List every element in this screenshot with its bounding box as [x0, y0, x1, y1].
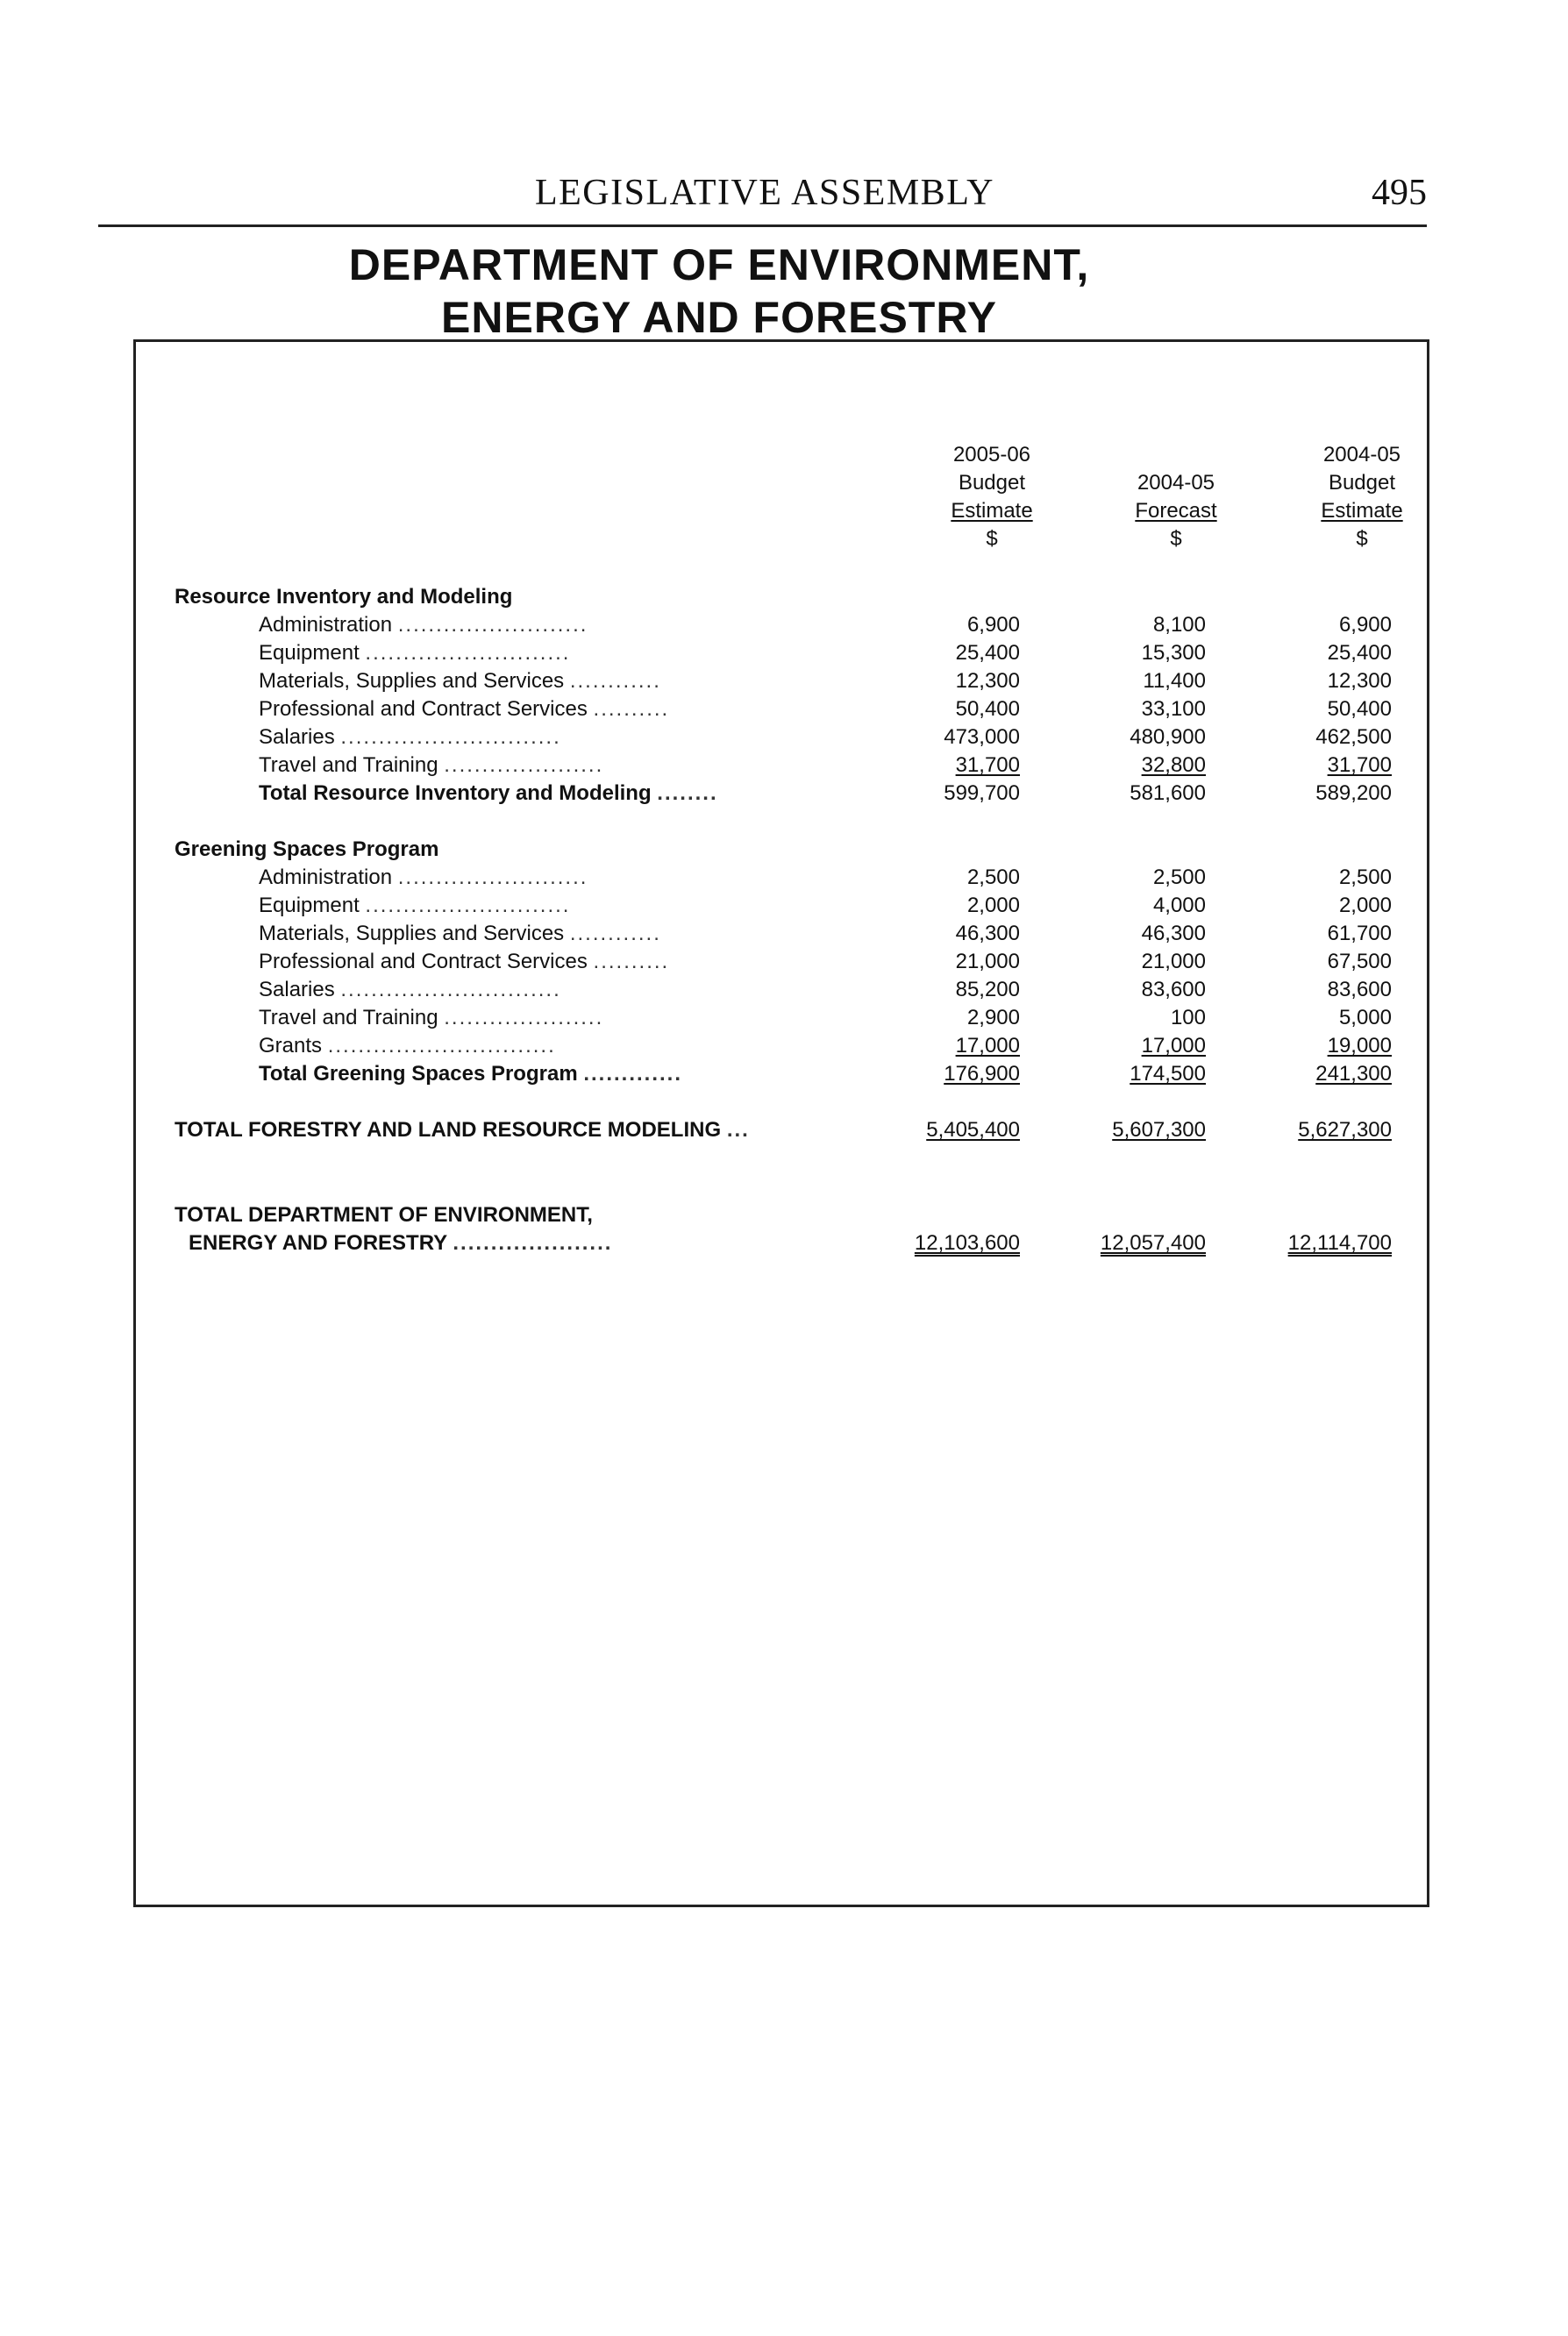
department-title-line-1: DEPARTMENT OF ENVIRONMENT,: [348, 240, 1090, 289]
column-header-2004-05-budget-estimate: 2004-05 Budget Estimate $: [1321, 443, 1403, 551]
row-label: Materials, Supplies and Services ............: [259, 922, 661, 945]
table-row: [136, 864, 1427, 892]
value-2005-06-estimate: 46,300: [955, 922, 1020, 945]
table-row: [136, 723, 1427, 751]
value-2004-05-estimate: 6,900: [1338, 613, 1392, 637]
section-heading-row: [136, 836, 1427, 864]
value-2004-05-forecast: 581,600: [1130, 781, 1206, 805]
table-row: [136, 1032, 1427, 1060]
value-2004-05-estimate: 2,500: [1338, 865, 1392, 889]
value-2005-06-estimate: 176,900: [944, 1062, 1020, 1086]
table-row: [136, 611, 1427, 639]
value-2004-05-estimate: 19,000: [1327, 1034, 1392, 1058]
value-2005-06-estimate: 17,000: [955, 1034, 1020, 1058]
value-2005-06-estimate: 21,000: [955, 950, 1020, 973]
value-2004-05-forecast: 5,607,300: [1112, 1118, 1206, 1142]
value-2004-05-estimate: 61,700: [1327, 922, 1392, 945]
department-title: [263, 239, 1175, 344]
value-2004-05-forecast: 11,400: [1143, 669, 1206, 693]
value-2004-05-forecast: 33,100: [1141, 697, 1206, 721]
value-2005-06-estimate: 85,200: [955, 978, 1020, 1001]
value-2005-06-estimate: 50,400: [955, 697, 1020, 721]
row-label: Administration .........................: [259, 613, 588, 637]
table-row: [136, 751, 1427, 780]
table-row: [136, 639, 1427, 667]
column-header-2005-06-budget-estimate: 2005-06 Budget Estimate $: [951, 443, 1033, 551]
value-2004-05-estimate: 5,627,300: [1298, 1118, 1392, 1142]
row-label: Materials, Supplies and Services ............: [259, 669, 661, 693]
value-2004-05-estimate: 12,114,700: [1287, 1231, 1392, 1255]
value-2005-06-estimate: 5,405,400: [926, 1118, 1020, 1142]
table-row: [136, 920, 1427, 948]
row-label: Travel and Training .....................: [259, 753, 604, 777]
row-label: Salaries .............................: [259, 725, 561, 749]
value-2004-05-forecast: 4,000: [1152, 894, 1206, 917]
value-2004-05-forecast: 46,300: [1141, 922, 1206, 945]
value-2004-05-estimate: 12,300: [1327, 669, 1392, 693]
row-label: Grants ..............................: [259, 1034, 556, 1058]
department-total-row: [136, 1229, 1427, 1257]
value-2004-05-estimate: 589,200: [1315, 781, 1392, 805]
row-label: Equipment ...........................: [259, 894, 571, 917]
value-2004-05-forecast: 174,500: [1130, 1062, 1206, 1086]
running-header: [98, 172, 1427, 227]
value-2004-05-estimate: 462,500: [1315, 725, 1392, 749]
value-2004-05-estimate: 31,700: [1327, 753, 1392, 777]
row-label-line-1: TOTAL DEPARTMENT OF ENVIRONMENT,: [175, 1203, 593, 1227]
value-2005-06-estimate: 31,700: [955, 753, 1020, 777]
row-label: TOTAL FORESTRY AND LAND RESOURCE MODELING ...: [175, 1118, 750, 1142]
row-label: Professional and Contract Services ..........: [259, 697, 670, 721]
value-2004-05-estimate: 25,400: [1327, 641, 1392, 665]
value-2005-06-estimate: 2,000: [966, 894, 1020, 917]
value-2004-05-estimate: 2,000: [1338, 894, 1392, 917]
value-2004-05-forecast: 480,900: [1130, 725, 1206, 749]
value-2004-05-estimate: 241,300: [1315, 1062, 1392, 1086]
table-row: [136, 892, 1427, 920]
value-2004-05-forecast: 12,057,400: [1100, 1231, 1206, 1255]
value-2004-05-estimate: 5,000: [1338, 1006, 1392, 1029]
section-heading: Greening Spaces Program: [175, 837, 439, 861]
value-2005-06-estimate: 2,900: [966, 1006, 1020, 1029]
table-row: [136, 948, 1427, 976]
row-label: Travel and Training .....................: [259, 1006, 604, 1029]
page-number: 495: [1372, 173, 1427, 213]
value-2004-05-forecast: 100: [1170, 1006, 1206, 1029]
table-row: [136, 695, 1427, 723]
section-heading: Resource Inventory and Modeling: [175, 585, 513, 609]
value-2004-05-estimate: 67,500: [1327, 950, 1392, 973]
column-header-2004-05-forecast: 2004-05 Forecast $: [1135, 471, 1217, 551]
value-2004-05-forecast: 15,300: [1141, 641, 1206, 665]
subtotal-row: [136, 780, 1427, 808]
row-label: Total Resource Inventory and Modeling ........: [259, 781, 718, 805]
section-heading-row: [136, 583, 1427, 611]
value-2004-05-forecast: 32,800: [1141, 753, 1206, 777]
department-total-label-row: [136, 1201, 1427, 1229]
value-2004-05-forecast: 2,500: [1152, 865, 1206, 889]
value-2004-05-forecast: 17,000: [1141, 1034, 1206, 1058]
value-2004-05-forecast: 21,000: [1141, 950, 1206, 973]
value-2004-05-forecast: 83,600: [1141, 978, 1206, 1001]
table-row: [136, 667, 1427, 695]
row-label: Equipment ...........................: [259, 641, 571, 665]
table-row: [136, 1004, 1427, 1032]
budget-table-frame: [133, 339, 1429, 1907]
value-2005-06-estimate: 599,700: [944, 781, 1020, 805]
value-2005-06-estimate: 2,500: [966, 865, 1020, 889]
value-2005-06-estimate: 473,000: [944, 725, 1020, 749]
row-label: Total Greening Spaces Program .............: [259, 1062, 683, 1086]
running-title: LEGISLATIVE ASSEMBLY: [535, 173, 994, 213]
value-2005-06-estimate: 12,103,600: [914, 1231, 1020, 1255]
row-label-line-2: ENERGY AND FORESTRY .....................: [189, 1231, 613, 1255]
value-2005-06-estimate: 6,900: [966, 613, 1020, 637]
value-2004-05-forecast: 8,100: [1152, 613, 1206, 637]
value-2004-05-estimate: 50,400: [1327, 697, 1392, 721]
subtotal-row: [136, 1060, 1427, 1088]
row-label: Salaries .............................: [259, 978, 561, 1001]
row-label: Professional and Contract Services ..........: [259, 950, 670, 973]
row-label: Administration .........................: [259, 865, 588, 889]
value-2005-06-estimate: 12,300: [955, 669, 1020, 693]
forestry-total-row: [136, 1116, 1427, 1144]
table-row: [136, 976, 1427, 1004]
value-2004-05-estimate: 83,600: [1327, 978, 1392, 1001]
department-title-line-2: ENERGY AND FORESTRY: [441, 293, 997, 342]
value-2005-06-estimate: 25,400: [955, 641, 1020, 665]
